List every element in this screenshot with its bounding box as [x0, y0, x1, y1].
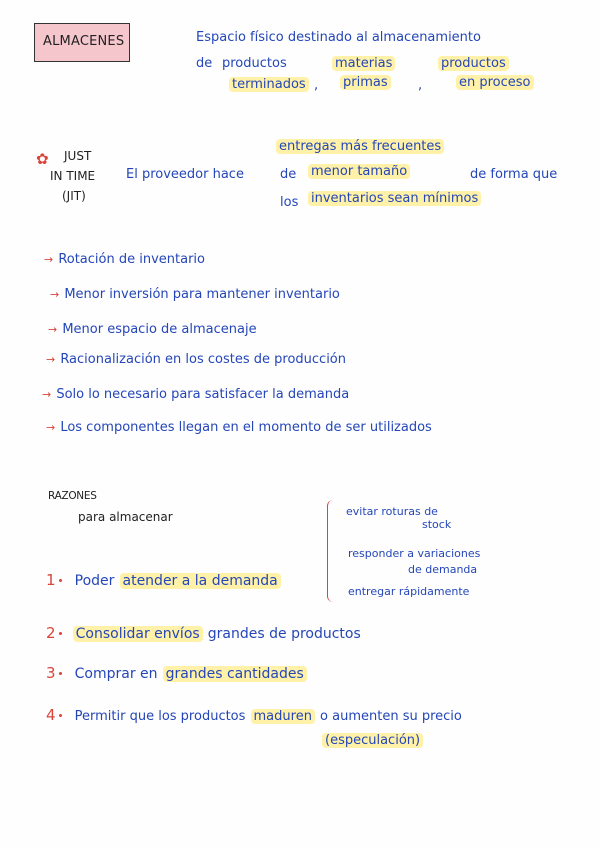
benefit-item [46, 416, 432, 435]
title-box [34, 23, 130, 62]
benefit-item [48, 318, 257, 337]
arrow-icon: → [50, 288, 60, 301]
definition-de: de [196, 56, 213, 71]
jit-supplier-text: El proveedor hace [126, 167, 244, 182]
benefit-text: Menor espacio de almacenaje [62, 322, 257, 337]
reason-number: 3 [46, 664, 56, 682]
jit-label-1: JUST [64, 149, 92, 163]
benefit-text: Racionalización en los costes de producción [60, 352, 346, 367]
definition-productos: productos [222, 56, 287, 71]
arrow-icon: → [42, 388, 52, 401]
jit-label-3: (JIT) [62, 189, 86, 203]
jit-line2-rest: de forma que [470, 167, 558, 182]
arrow-icon: → [48, 323, 58, 336]
definition-sep1: , [314, 78, 319, 93]
jit-line2-de: de [280, 167, 297, 182]
reason-highlight: maduren [251, 709, 315, 724]
sub-reason-3: entregar rápidamente [348, 585, 470, 598]
benefit-text: Menor inversión para mantener inventario [64, 287, 340, 302]
reason-number: 4 [46, 706, 56, 724]
reason-item [46, 570, 281, 589]
reason-highlight: Consolidar envíos [73, 626, 203, 642]
brace [327, 500, 336, 602]
reason-item [46, 623, 361, 642]
speculation-note: (especulación) [322, 733, 423, 748]
benefit-item [50, 283, 340, 302]
definition-materias: materias [332, 56, 395, 71]
reason-post: grandes de productos [207, 626, 361, 642]
benefit-text: Solo lo necesario para satisfacer la demanda [56, 387, 350, 402]
reason-number: 1 [46, 571, 56, 589]
jit-line3-los: los [280, 195, 299, 210]
jit-highlight-1: entregas más frecuentes [276, 139, 444, 154]
benefit-text: Los componentes llegan en el momento de ser utilizados [60, 420, 432, 435]
reason-pre: Comprar en [74, 666, 158, 682]
benefit-item [42, 383, 349, 402]
jit-highlight-3: inventarios sean mínimos [308, 191, 481, 206]
sub-reason-1b: stock [422, 518, 452, 531]
definition-sep2: , [418, 78, 423, 93]
arrow-icon: → [46, 353, 56, 366]
benefit-item [46, 348, 346, 367]
benefit-item [44, 248, 205, 267]
reason-item [46, 705, 462, 724]
reason-pre: Permitir que los productos [74, 709, 246, 724]
definition-primas: primas [340, 75, 391, 90]
sub-reason-2b: de demanda [408, 563, 478, 576]
arrow-icon: → [46, 421, 56, 434]
reasons-heading-1: RAZONES [48, 490, 97, 502]
flower-icon: ✿ [36, 150, 49, 168]
sub-reason-2a: responder a variaciones [348, 547, 481, 560]
reason-post: o aumenten su precio [320, 709, 462, 724]
arrow-icon: → [44, 253, 54, 266]
reason-item [46, 663, 307, 682]
page-title: ALMACENES [43, 34, 125, 49]
definition-terminados: terminados [229, 77, 309, 92]
benefit-text: Rotación de inventario [58, 252, 206, 267]
definition-en-proceso: en proceso [456, 75, 534, 90]
jit-label-2: IN TIME [50, 169, 96, 183]
reason-pre: Poder [74, 573, 115, 589]
reason-highlight: atender a la demanda [120, 573, 281, 589]
definition-productos-proceso: productos [438, 56, 509, 71]
reasons-heading-2: para almacenar [78, 510, 173, 524]
definition-line1: Espacio físico destinado al almacenamiento [196, 30, 481, 45]
reason-number: 2 [46, 624, 56, 642]
sub-reason-1a: evitar roturas de [346, 505, 438, 518]
reason-highlight: grandes cantidades [163, 666, 307, 682]
jit-highlight-2: menor tamaño [308, 164, 410, 179]
